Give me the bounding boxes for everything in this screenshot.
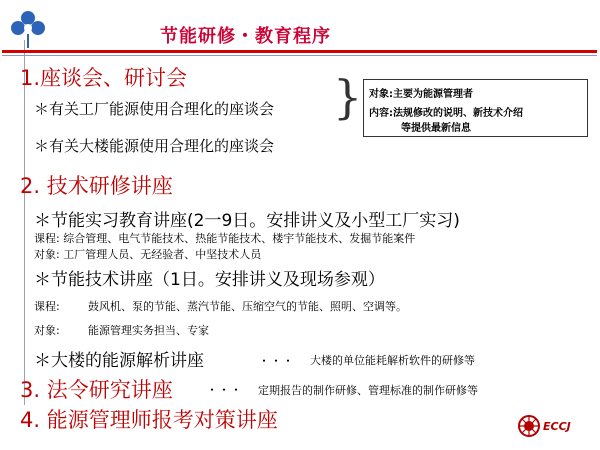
note-content-line-2: 等提供最新信息 [401, 123, 471, 134]
left-vertical-rule [24, 40, 25, 405]
section-3-desc: 定期报告的制作研修、管理标准的制作研修等 [258, 384, 478, 397]
eccj-logo-text: ECCJ [543, 420, 571, 433]
section-1-item-building: ＊有关大楼能源使用合理化的座谈会 [34, 137, 275, 155]
course-1-courses: 课程: 综合管理、电气节能技术、热能节能技术、楼宇节能技术、发掘节能案件 [34, 232, 416, 245]
title-rule [2, 50, 597, 53]
note-content-line-1: 内容:法规修改的说明、新技术介绍 [369, 108, 523, 119]
clover-logo-icon [6, 6, 50, 50]
note-target: 对象:主要为能源管理者 [369, 89, 473, 100]
page-title: 节能研修・教育程序 [160, 26, 331, 47]
course-1-target: 对象: 工厂管理人员、无经验者、中坚技术人员 [34, 248, 262, 261]
course-2-course-label: 课程: [34, 300, 60, 313]
course-1-title: ＊节能实习教育讲座(2一9日。安排讲义及小型工厂实习) [34, 211, 460, 231]
section-2-heading: 2. 技术研修讲座 [20, 174, 173, 198]
course-3-desc: 大楼的单位能耗解析软件的研修等 [310, 354, 475, 367]
course-2-title: ＊节能技术讲座（1日。安排讲义及现场参观） [34, 270, 385, 290]
brace-icon: } [333, 70, 363, 124]
course-3-dots: ・・・ [258, 354, 295, 368]
course-2-target-value: 能源管理实务担当、专家 [88, 324, 209, 337]
section-1-item-factory: ＊有关工厂能源使用合理化的座谈会 [34, 100, 275, 118]
section-1-heading: 1.座谈会、研讨会 [20, 66, 188, 90]
section-3-dots: ・・・ [206, 383, 243, 397]
course-2-course-value: 鼓风机、泵的节能、蒸汽节能、压缩空气的节能、照明、空调等。 [88, 300, 407, 313]
section-3-heading: 3. 法令研究讲座 [20, 378, 173, 402]
course-3-title: ＊大楼的能源解析讲座 [34, 351, 204, 371]
course-2-target-label: 对象: [34, 324, 60, 337]
note-box [363, 79, 588, 137]
section-4-heading: 4. 能源管理师报考对策讲座 [20, 408, 278, 432]
title-rule-secondary [2, 55, 597, 56]
